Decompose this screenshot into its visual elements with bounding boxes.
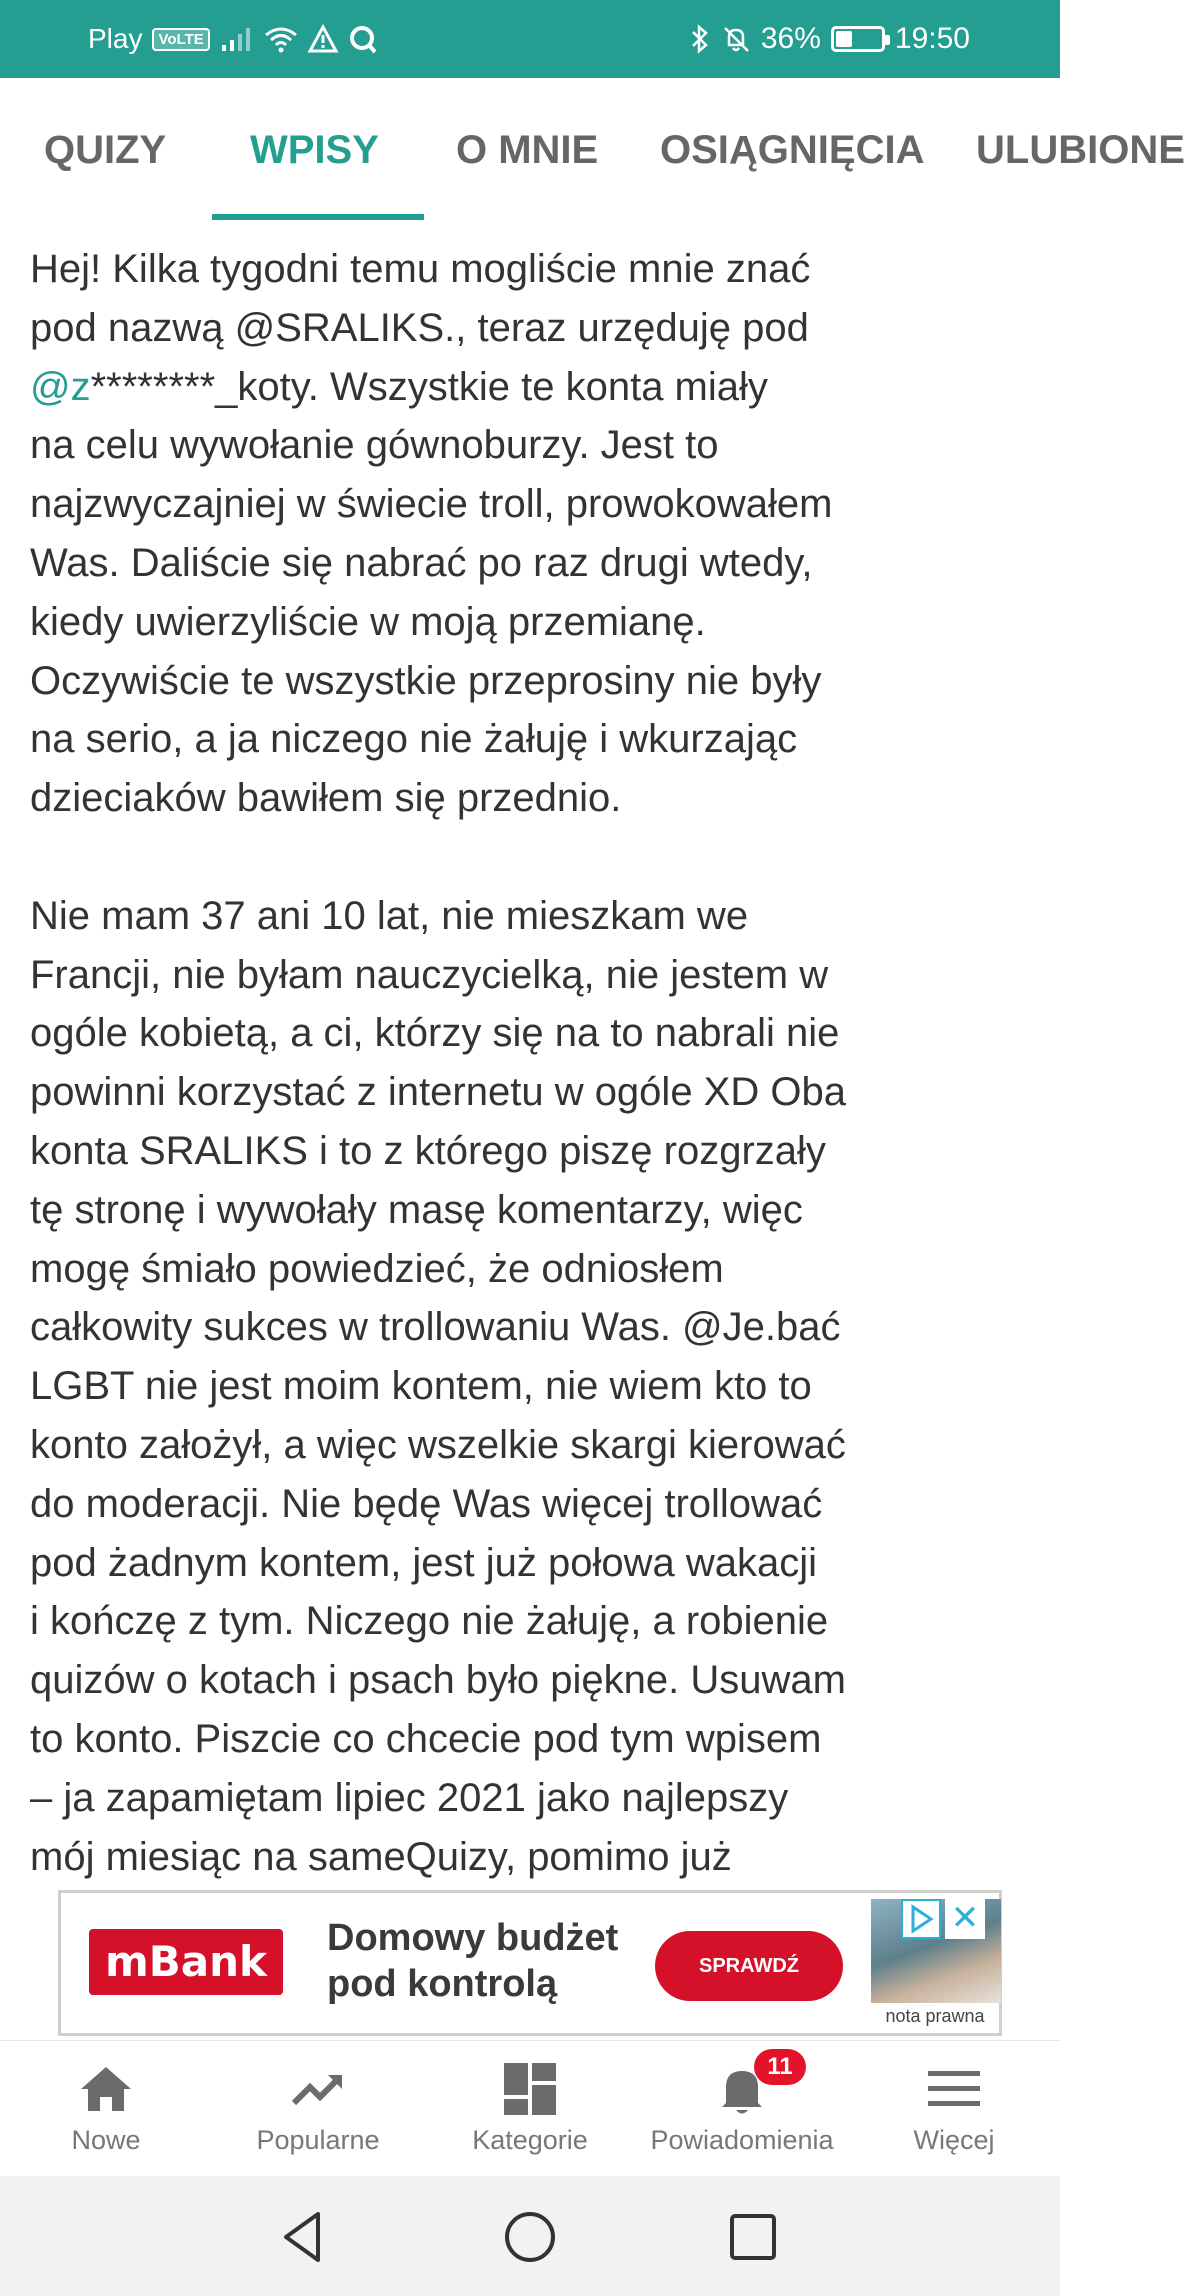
battery-icon bbox=[831, 26, 885, 52]
nav-kategorie[interactable] bbox=[424, 2041, 636, 2177]
recents-icon[interactable] bbox=[718, 2202, 788, 2272]
active-tab-indicator bbox=[212, 214, 424, 220]
post-line: do moderacji. Nie będę Was więcej trollować bbox=[30, 1481, 823, 1526]
battery-percent: 36% bbox=[760, 22, 821, 55]
post-line: konto założył, a więc wszelkie skargi kierować bbox=[30, 1422, 846, 1467]
menu-icon bbox=[924, 2059, 984, 2119]
paragraph-gap bbox=[30, 828, 1030, 887]
post-line: quizów o kotach i psach było piękne. Usuwam bbox=[30, 1658, 846, 1703]
tab-o-mnie[interactable]: O MNIE bbox=[456, 128, 599, 172]
trending-icon bbox=[288, 2059, 348, 2119]
post-line: na celu wywołanie gównoburzy. Jest to bbox=[30, 423, 719, 468]
tab-ulubione[interactable]: ULUBIONE bbox=[976, 128, 1185, 172]
nav-popularne[interactable] bbox=[212, 2041, 424, 2177]
nav-label: Więcej bbox=[913, 2125, 995, 2155]
post-line: i kończę z tym. Niczego nie żałuję, a robienie bbox=[30, 1599, 829, 1644]
post-line-rest: ********_koty. Wszystkie te konta miały bbox=[90, 364, 768, 409]
post-content bbox=[30, 240, 1030, 1882]
post-line: powinni korzystać z internetu w ogóle XD Oba bbox=[30, 1070, 846, 1115]
post-line: Hej! Kilka tygodni temu mogliście mnie znać bbox=[30, 247, 811, 291]
post-paragraph-1 bbox=[30, 240, 1030, 828]
adchoices-icon[interactable] bbox=[901, 1899, 941, 1939]
categories-icon bbox=[500, 2059, 560, 2119]
post-line: Was. Daliście się nabrać po raz drugi wtedy, bbox=[30, 540, 813, 585]
profile-tabs bbox=[0, 78, 1185, 224]
ad-cta-button[interactable]: SPRAWDŹ bbox=[655, 1931, 843, 2001]
nav-label: Nowe bbox=[71, 2125, 141, 2155]
bottom-navigation bbox=[0, 2040, 1060, 2176]
post-line: Nie mam 37 ani 10 lat, nie mieszkam we bbox=[30, 893, 749, 938]
post-line: kiedy uwierzyliście w moją przemianę. bbox=[30, 599, 706, 644]
post-line: najzwyczajniej w świecie troll, prowokowałem bbox=[30, 482, 833, 527]
ad-legal-note[interactable]: nota prawna bbox=[885, 2006, 985, 2026]
bell-muted-icon bbox=[721, 24, 751, 54]
post-line: pod żadnym kontem, jest już połowa wakacji bbox=[30, 1540, 818, 1585]
nav-label: Kategorie bbox=[472, 2125, 588, 2155]
post-line: Francji, nie byłam nauczycielką, nie jestem w bbox=[30, 952, 829, 997]
tab-wpisy[interactable]: WPISY bbox=[250, 128, 379, 172]
signal-icon bbox=[220, 25, 254, 53]
warning-icon bbox=[308, 25, 338, 53]
post-line: na serio, a ja niczego nie żałuję i wkurzając bbox=[30, 717, 798, 762]
volte-badge: VoLTE bbox=[152, 28, 209, 51]
ad-headline-line-1: Domowy budżet bbox=[327, 1917, 619, 1959]
back-icon[interactable] bbox=[268, 2202, 338, 2272]
post-line bbox=[30, 358, 1030, 417]
q-app-icon bbox=[348, 24, 378, 54]
user-mention-link[interactable]: @z bbox=[30, 364, 91, 409]
post-line: – ja zapamiętam lipiec 2021 jako najlepszy bbox=[30, 1775, 789, 1820]
wifi-icon bbox=[264, 25, 298, 53]
post-line: Oczywiście te wszystkie przeprosiny nie były bbox=[30, 658, 822, 703]
status-bar-left bbox=[88, 18, 378, 60]
post-line: pod nazwą @SRALIKS., teraz urzęduję pod bbox=[30, 305, 809, 350]
post-line: ogóle kobietą, a ci, którzy się na to nabrali nie bbox=[30, 1011, 840, 1056]
nav-wiecej[interactable] bbox=[848, 2041, 1060, 2177]
nav-label: Powiadomienia bbox=[650, 2125, 834, 2155]
tab-quizy[interactable]: QUIZY bbox=[44, 128, 167, 172]
clock: 19:50 bbox=[894, 22, 970, 55]
home-button-icon[interactable] bbox=[495, 2202, 565, 2272]
nav-label: Popularne bbox=[256, 2125, 380, 2155]
post-line: konta SRALIKS i to z którego piszę rozgrzały bbox=[30, 1128, 826, 1173]
post-line: mogę śmiało powiedzieć, że odniosłem bbox=[30, 1246, 724, 1291]
nav-nowe[interactable] bbox=[0, 2041, 212, 2177]
post-line: tę stronę i wywołały masę komentarzy, więc bbox=[30, 1187, 803, 1232]
post-line: całkowity sukces w trollowaniu Was. @Je.bać bbox=[30, 1305, 841, 1350]
home-icon bbox=[76, 2059, 136, 2119]
bluetooth-icon bbox=[689, 24, 711, 54]
post-line: mój miesiąc na sameQuizy, pomimo już bbox=[30, 1834, 732, 1879]
carrier-name: Play bbox=[88, 23, 143, 54]
tab-osiagniecia[interactable]: OSIĄGNIĘCIA bbox=[660, 128, 925, 172]
post-line: LGBT nie jest moim kontem, nie wiem kto to bbox=[30, 1364, 812, 1409]
ad-headline-line-2: pod kontrolą bbox=[327, 1963, 558, 2005]
status-bar bbox=[0, 0, 1060, 78]
ad-headline bbox=[327, 1915, 618, 2007]
status-bar-right bbox=[689, 18, 970, 60]
ad-banner[interactable] bbox=[58, 1890, 1002, 2036]
system-navigation-bar bbox=[0, 2176, 1060, 2296]
battery-fill bbox=[836, 31, 852, 47]
post-line: dzieciaków bawiłem się przednio. bbox=[30, 776, 622, 821]
notification-badge: 11 bbox=[754, 2049, 806, 2085]
post-line: to konto. Piszcie co chcecie pod tym wpisem bbox=[30, 1716, 822, 1761]
mbank-logo: mBank bbox=[89, 1929, 283, 1995]
ad-close-icon[interactable]: ✕ bbox=[945, 1899, 985, 1939]
post-paragraph-2 bbox=[30, 887, 1030, 1887]
nav-powiadomienia[interactable] bbox=[636, 2041, 848, 2177]
